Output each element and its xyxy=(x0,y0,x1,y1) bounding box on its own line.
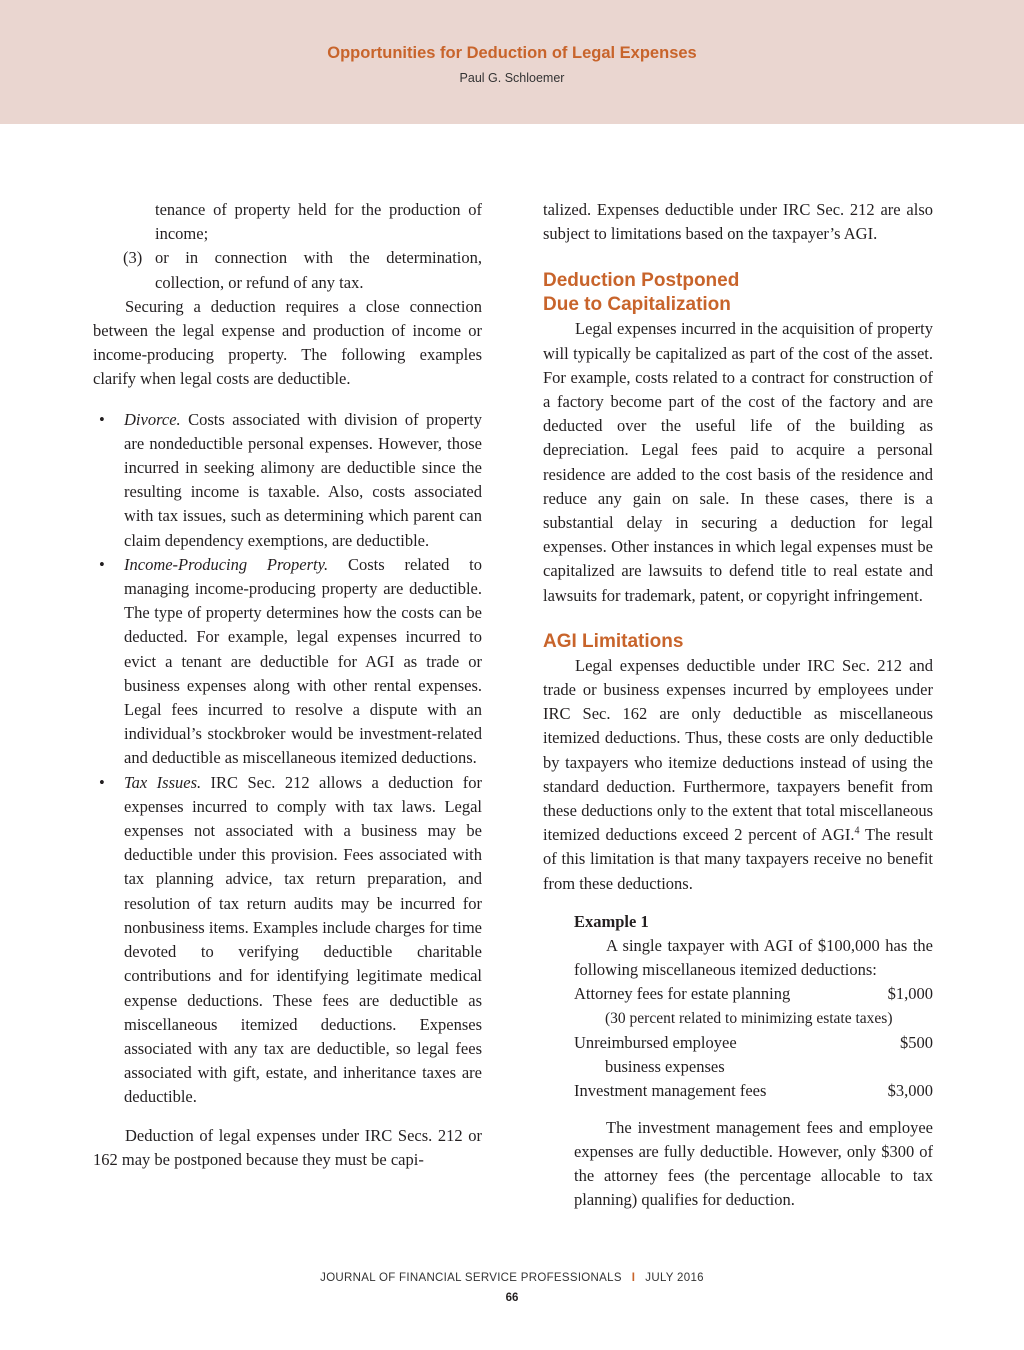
example-box xyxy=(543,910,933,1212)
left-column xyxy=(93,198,482,1172)
footer-separator: I xyxy=(631,1272,636,1284)
line-item-label: Investment management fees xyxy=(574,1081,767,1101)
list-item-continuation: tenance of property held for the production of income; xyxy=(155,200,482,244)
line-item-note: (30 percent related to minimizing estate taxes) xyxy=(605,1009,893,1027)
line-item-note: business expenses xyxy=(605,1057,725,1077)
examples-bullet-list xyxy=(93,408,482,1110)
heading-line: Due to Capitalization xyxy=(543,294,731,316)
list-item-number: (3) xyxy=(123,248,143,268)
article-author: Paul G. Schloemer xyxy=(459,71,565,85)
bullet-item-divorce xyxy=(93,408,482,553)
list-item-3 xyxy=(93,246,482,294)
bullet-text: Costs related to managing income-producing property are deductible. The type of property determines how the costs can be deducted. For example, legal expenses incurred to evict a tenant are deductible for AGI as trade or business expenses along with other rental expenses. Legal fees incurred to resolve a dispute with an individual’s stockbroker would be investment-related and deductible as miscellaneous itemized deductions. xyxy=(124,554,482,768)
section-heading-agi: AGI Limitations xyxy=(543,630,684,652)
bullet-item-tax-issues xyxy=(93,771,482,1110)
example-line-item xyxy=(574,982,933,1006)
line-item-label: Attorney fees for estate planning xyxy=(574,984,791,1004)
example-conclusion: The investment management fees and employee expenses are fully deductible. However, only $300 of the attorney fees (the percentage allocable to tax planning) qualifies for deduction. xyxy=(574,1117,933,1210)
line-item-label: Unreimbursed employee xyxy=(574,1032,737,1052)
body-paragraph: talized. Expenses deductible under IRC Sec. 212 are also subject to limitations based on the taxpayer’s AGI. xyxy=(543,200,933,244)
bullet-text: Costs associated with division of property are nondeductible personal expenses. However, those incurred in seeking alimony are deductible since the resulting income is taxable. Also, costs associated with tax issues, such as determining which parent can claim dependency exemptions, are deductible. xyxy=(124,409,482,550)
bullet-icon: • xyxy=(99,554,105,574)
example-line-item xyxy=(574,1031,933,1055)
article-title: Opportunities for Deduction of Legal Expenses xyxy=(327,44,697,62)
section-heading-capitalization xyxy=(543,269,933,317)
bullet-item-income-property xyxy=(93,553,482,771)
line-item-amount: $500 xyxy=(900,1032,933,1052)
bullet-icon: • xyxy=(99,772,105,792)
heading-line: Deduction Postponed xyxy=(543,270,740,292)
example-line-item xyxy=(574,1079,933,1103)
footnote-ref: 4 xyxy=(854,825,860,837)
line-item-amount: $1,000 xyxy=(887,984,933,1004)
body-paragraph: Deduction of legal expenses under IRC Secs. 212 or 162 may be postponed because they must be capi- xyxy=(93,1125,482,1169)
bullet-term: Divorce. xyxy=(124,409,181,429)
issue-date: JULY 2016 xyxy=(645,1272,704,1284)
paragraph-text: The result of this limitation is that many taxpayers receive no benefit from these deductions. xyxy=(543,825,933,893)
example-title: Example 1 xyxy=(574,911,649,931)
right-column xyxy=(543,198,933,1212)
bullet-term: Income-Producing Property. xyxy=(124,554,329,574)
body-paragraph: Securing a deduction requires a close connection between the legal expense and production of income or income-producing property. The following examples clarify when legal costs are deductible. xyxy=(93,296,482,389)
journal-name: JOURNAL OF FINANCIAL SERVICE PROFESSIONALS xyxy=(320,1272,622,1284)
list-item-text: or in connection with the determination, collection, or refund of any tax. xyxy=(155,248,482,292)
footer-journal xyxy=(0,1272,1024,1284)
bullet-icon: • xyxy=(99,409,105,429)
bullet-text: IRC Sec. 212 allows a deduction for expenses incurred to comply with tax laws. Legal expenses not associated with a business may be deductible under this provision. Fees associated with tax planning advice, tax return preparation, and resolution of tax return audits may be incurred for nonbusiness items. Examples include charges for time devoted to verifying deductible charitable contributions and for identifying legitimate medical expense deductions. These fees are deductible as miscellaneous itemized deductions. Expenses associated with any tax are deductible, so legal fees associated with gift, estate, and inheritance taxes are deductible. xyxy=(124,772,482,1107)
body-paragraph: Legal expenses incurred in the acquisition of property will typically be capitalized as part of the cost of the asset. For example, costs related to a contract for construction of a factory become part of the cost of the factory and are deducted over the useful life of the building as depreciation. Legal fees paid to acquire a personal residence are added to the cost basis of the residence and reduce any gain on sale. In these cases, there is a substantial delay in securing a deduction for legal expenses. Other instances in which legal expenses must be capitalized are lawsuits to defend title to real estate and lawsuits for trademark, patent, or copyright infringement. xyxy=(543,319,933,605)
page-number: 66 xyxy=(505,1292,519,1304)
example-intro: A single taxpayer with AGI of $100,000 has the following miscellaneous itemized deductions: xyxy=(574,936,933,980)
line-item-amount: $3,000 xyxy=(887,1081,933,1101)
paragraph-text: Legal expenses deductible under IRC Sec. 212 and trade or business expenses incurred by employees under IRC Sec. 162 are only deductible as miscellaneous itemized deductions. Thus, these costs are only deductible by taxpayers who itemize deductions instead of using the standard deduction. Furthermore, taxpayers benefit from these deductions only to the extent that total miscellaneous itemized deductions exceed 2 percent of AGI. xyxy=(543,655,933,845)
bullet-term: Tax Issues. xyxy=(124,772,202,792)
body-paragraph xyxy=(543,654,933,896)
